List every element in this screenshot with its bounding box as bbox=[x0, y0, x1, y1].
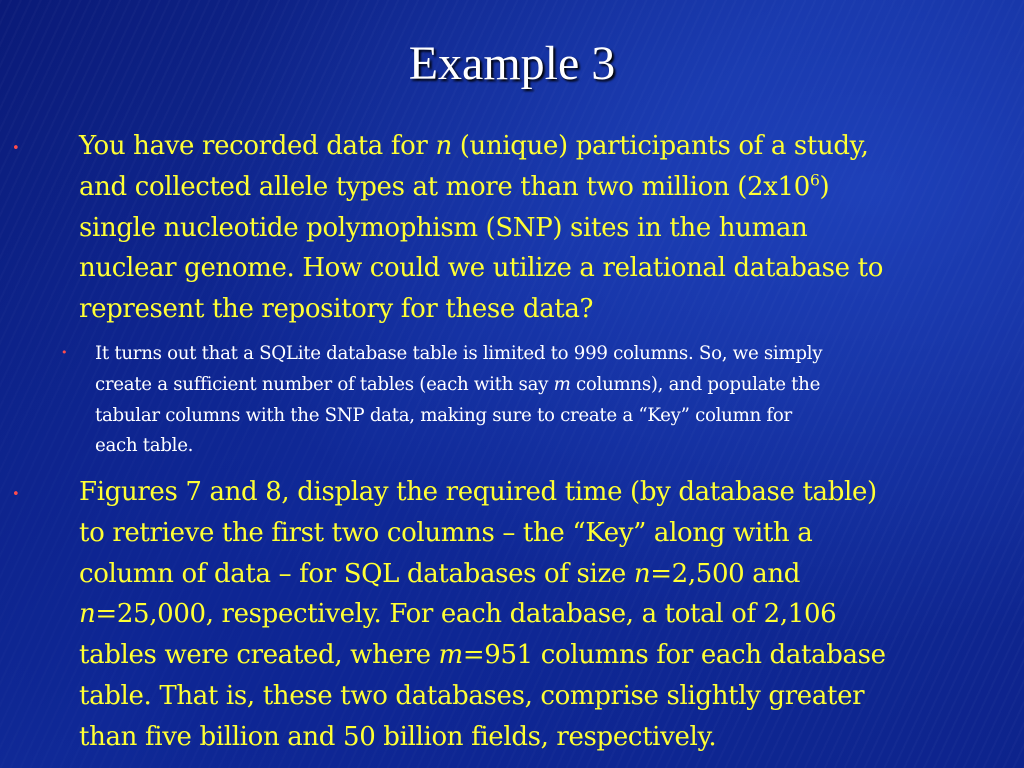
paragraph-2-line-5: tables were created, where m=951 columns for each database bbox=[79, 640, 886, 671]
paragraph-1-line-2: and collected allele types at more than two million $(2x10^6)$ bbox=[79, 171, 830, 202]
paragraph-2-line-6: table. That is, these two databases, comprise slightly greater bbox=[79, 680, 865, 711]
variable-m: m bbox=[553, 373, 571, 395]
variable-n: n bbox=[79, 599, 96, 630]
paragraph-1-line-5: represent the repository for these data? bbox=[79, 294, 594, 325]
bullet-2: • bbox=[12, 487, 20, 502]
sub-paragraph-line-3: tabular columns with the SNP data, making sure to create a “Key” column for bbox=[95, 404, 792, 426]
paragraph-1-line-4: nuclear genome. How could we utilize a relational database to bbox=[79, 253, 883, 284]
paragraph-2-line-1: Figures 7 and 8, display the required time (by database table) bbox=[79, 477, 877, 507]
paragraph-2 bbox=[79, 472, 1019, 758]
variable-n: n bbox=[633, 558, 651, 589]
paragraph-1 bbox=[79, 126, 1019, 330]
paragraph-2-line-7: than five billion and 50 billion fields, respectively. bbox=[79, 721, 717, 752]
exponent: 6 bbox=[809, 171, 820, 190]
paragraph-2-line-3: column of data – for SQL databases of size n=2,500 and bbox=[79, 558, 801, 589]
paragraph-1-line-1: You have recorded data for n (unique) participants of a study, bbox=[79, 131, 869, 161]
variable-m: m bbox=[438, 640, 463, 671]
paragraph-2-line-2: to retrieve the first two columns – the “Key” along with a bbox=[79, 517, 813, 548]
bullet-1: • bbox=[12, 141, 20, 156]
variable-n: n bbox=[435, 131, 452, 161]
sub-bullet-1: • bbox=[61, 346, 68, 359]
slide-title: Example 3 bbox=[408, 37, 616, 90]
sub-paragraph-line-1: It turns out that a SQLite database table is limited to 999 columns. So, we simply bbox=[95, 343, 823, 364]
sub-paragraph-line-2: create a sufficient number of tables (each with say m columns), and populate the bbox=[95, 373, 821, 395]
sub-paragraph-line-4: each table. bbox=[95, 435, 194, 457]
paragraph-1-line-3: single nucleotide polymophism (SNP) sites in the human bbox=[79, 212, 808, 243]
sub-paragraph bbox=[95, 339, 1020, 462]
paragraph-2-line-4: n=25,000, respectively. For each database, a total of 2,106 bbox=[79, 599, 837, 630]
